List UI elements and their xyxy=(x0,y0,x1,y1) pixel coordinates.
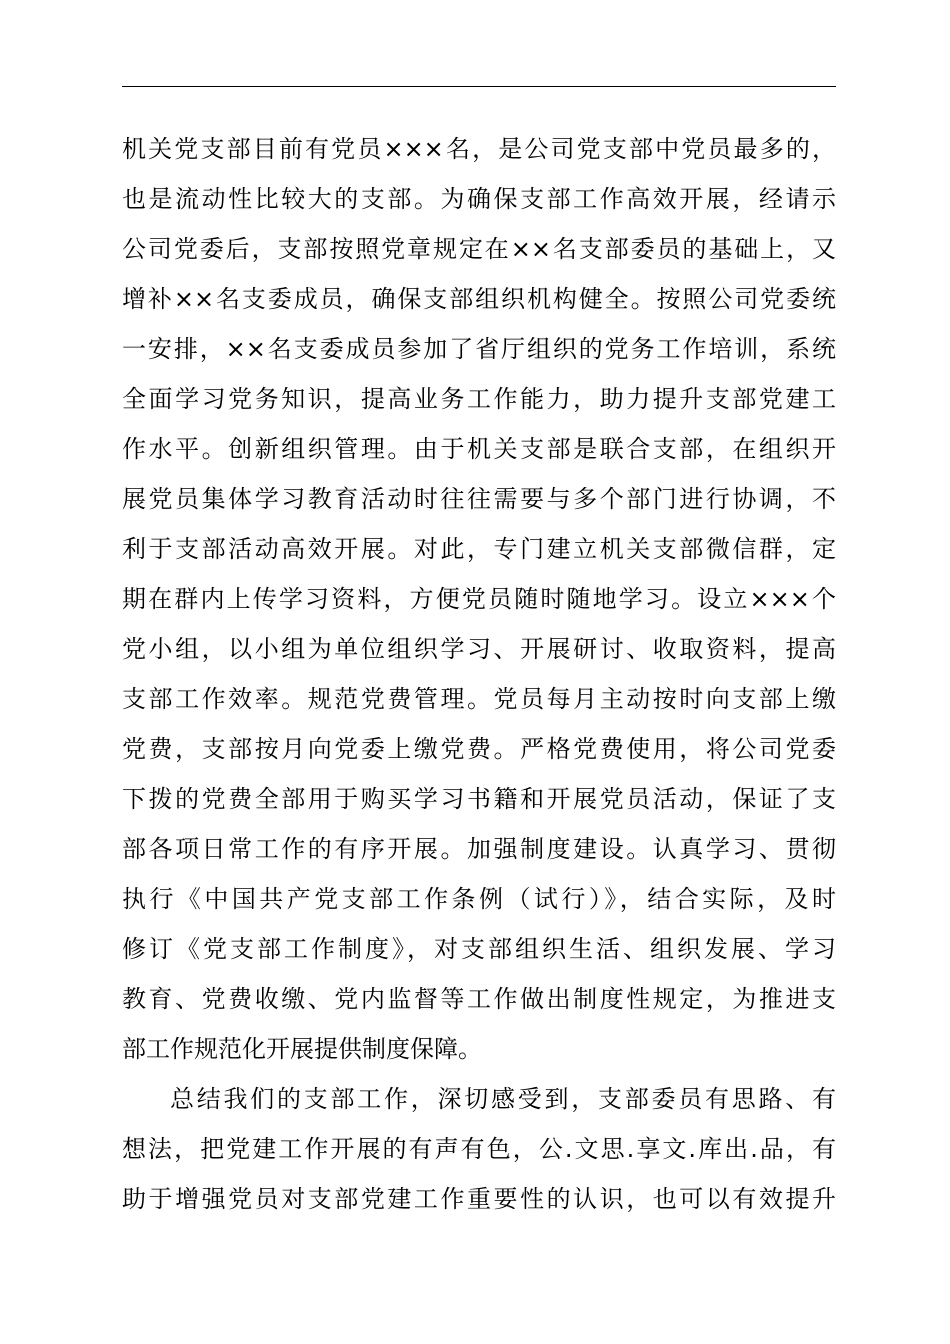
header-rule xyxy=(122,86,836,87)
text-line: 总结我们的支部工作，深切感受到，支部委员有思路、有 xyxy=(170,1085,836,1113)
paragraph-2 xyxy=(122,1074,836,1224)
text-line: 修订《党支部工作制度》，对支部组织生活、组织发展、学习 xyxy=(122,935,836,963)
document-body xyxy=(122,124,836,1224)
text-line: 机关党支部目前有党员×××名，是公司党支部中党员最多的， xyxy=(122,135,836,163)
text-line: 下拨的党费全部用于购买学习书籍和开展党员活动，保证了支 xyxy=(122,785,836,813)
text-line: 作水平。创新组织管理。由于机关支部是联合支部，在组织开 xyxy=(122,435,836,463)
text-line: 全面学习党务知识，提高业务工作能力，助力提升支部党建工 xyxy=(122,385,836,413)
text-line: 党费，支部按月向党委上缴党费。严格党费使用，将公司党委 xyxy=(122,735,836,763)
text-line: 支部工作效率。规范党费管理。党员每月主动按时向支部上缴 xyxy=(122,685,836,713)
text-line: 助于增强党员对支部党建工作重要性的认识，也可以有效提升 xyxy=(122,1185,836,1213)
text-line: 执行《中国共产党支部工作条例（试行）》，结合实际，及时 xyxy=(122,885,836,913)
text-line: 利于支部活动高效开展。对此，专门建立机关支部微信群，定 xyxy=(122,535,836,563)
text-line: 教育、党费收缴、党内监督等工作做出制度性规定，为推进支 xyxy=(122,985,836,1013)
text-line: 想法，把党建工作开展的有声有色，公.文思.享文.库出.品，有 xyxy=(122,1135,836,1163)
text-line: 公司党委后，支部按照党章规定在××名支部委员的基础上，又 xyxy=(122,235,836,263)
text-line: 党小组，以小组为单位组织学习、开展研讨、收取资料，提高 xyxy=(122,635,836,663)
text-line: 期在群内上传学习资料，方便党员随时随地学习。设立×××个 xyxy=(122,585,836,613)
text-line: 展党员集体学习教育活动时往往需要与多个部门进行协调，不 xyxy=(122,485,836,513)
text-line: 一安排，××名支委成员参加了省厅组织的党务工作培训，系统 xyxy=(122,335,836,363)
text-line: 增补××名支委成员，确保支部组织机构健全。按照公司党委统 xyxy=(122,285,836,313)
text-line: 部各项日常工作的有序开展。加强制度建设。认真学习、贯彻 xyxy=(122,835,836,863)
paragraph-1 xyxy=(122,124,836,1074)
text-line: 部工作规范化开展提供制度保障。 xyxy=(122,1035,482,1063)
text-line: 也是流动性比较大的支部。为确保支部工作高效开展，经请示 xyxy=(122,185,836,213)
